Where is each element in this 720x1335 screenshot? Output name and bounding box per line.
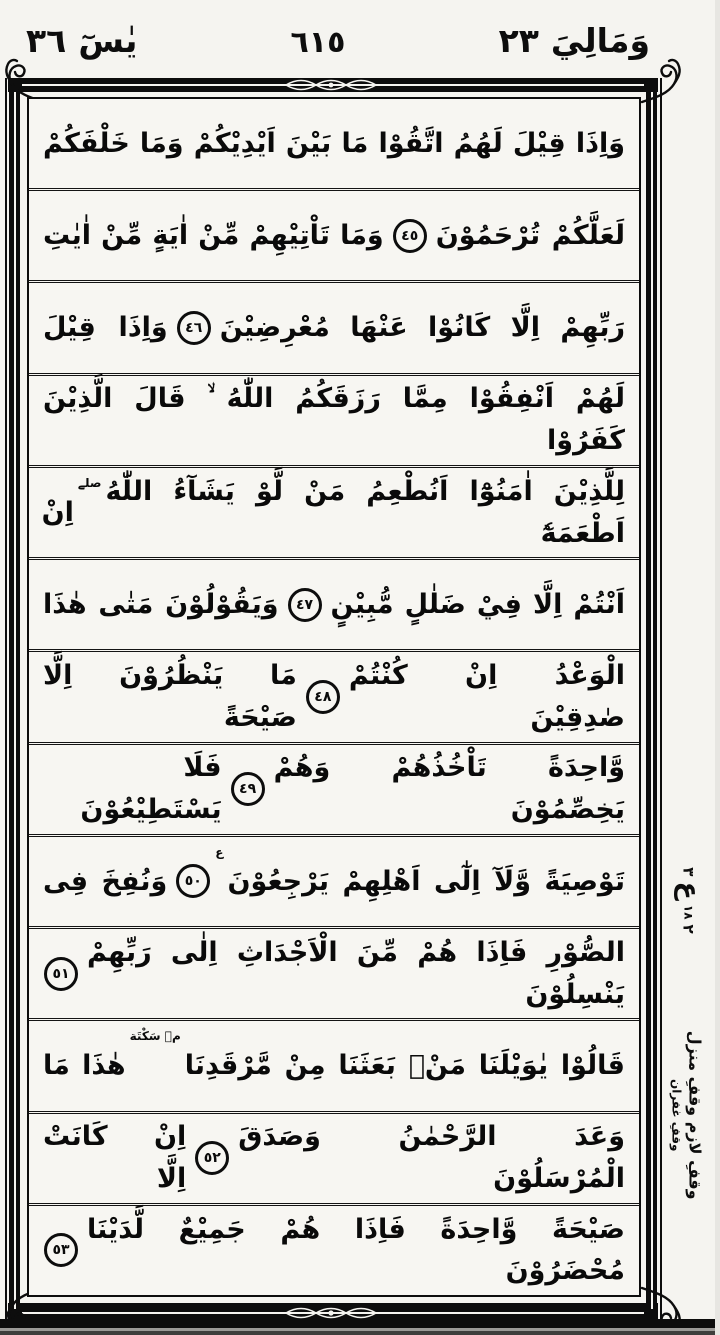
- ruku-marker-inner: [673, 866, 705, 934]
- verse-number-badge: ٥٢: [195, 1141, 229, 1175]
- ayah-text: اِنْ: [41, 496, 74, 528]
- ruku-juz-number: ٢: [680, 924, 699, 934]
- page-bottom-edge-black: [0, 1319, 720, 1328]
- quran-line: [29, 837, 639, 929]
- juz-number-label: ٢٣: [498, 20, 539, 60]
- quran-line: [29, 652, 639, 744]
- ayah-text: هٰذَا مَا: [43, 1050, 126, 1082]
- ayah-text: اِنْ كَانَتْ اِلَّا: [43, 1121, 187, 1195]
- page-right-edge: [715, 0, 720, 1335]
- quran-line: [29, 283, 639, 375]
- ruku-surah-count: ٣: [680, 866, 699, 876]
- verse-number-badge: ٤٧: [288, 588, 322, 622]
- quran-line: [29, 468, 639, 560]
- ayah-text: وَنُفِخَ فِى: [43, 865, 168, 897]
- bottom-bar-center-ornament: [278, 1306, 388, 1320]
- ayah-text: لِلَّذِيْنَ اٰمَنُوْٓا اَنُطْعِمُ مَنْ لَّوْ يَشَآءُ اللّٰهُ اَطْعَمَهٗٓ: [105, 475, 625, 549]
- quran-line: [29, 191, 639, 283]
- ayah-text: رَبِّهِمْ اِلَّا كَانُوْا عَنْهَا مُعْرِضِيْنَ: [219, 312, 625, 344]
- ayah-text: وَاِذَا قِيْلَ: [43, 312, 168, 344]
- quran-line: [29, 99, 639, 191]
- frame-left-stripe: [14, 92, 16, 1309]
- ayah-text: لَعَلَّكُمْ تُرْحَمُوْنَ: [435, 219, 625, 251]
- quran-line: [29, 376, 639, 468]
- verse-number-badge: ٥٠: [176, 864, 210, 898]
- corner-ornament-top-right: [640, 58, 684, 104]
- juz-title: [499, 18, 650, 64]
- quran-line: [29, 1114, 639, 1206]
- quran-line: [29, 560, 639, 652]
- waqf-mark: مۘ سَكْتَة: [129, 1029, 181, 1044]
- ayah-text: قَالُوْا يٰوَيْلَنَا مَنْۢ بَعَثَنَا مِنْ مَّرْقَدِنَا: [184, 1050, 625, 1082]
- verse-number-badge: ٤٦: [177, 311, 211, 345]
- ayah-text: الصُّوْرِ فَاِذَا هُمْ مِّنَ الْاَجْدَاثِ اِلٰى رَبِّهِمْ يَنْسِلُوْنَ: [87, 936, 625, 1010]
- waqf-margin-note-inner: [668, 1031, 704, 1200]
- page-bottom-edge-dark: [0, 1331, 720, 1335]
- ayah-text: وَمَا تَاْتِيْهِمْ مِّنْ اٰيَةٍ مِّنْ اٰيٰتِ: [43, 219, 384, 251]
- ayah-text: الْوَعْدُ اِنْ كُنْتُمْ صٰدِقِيْنَ: [348, 660, 625, 734]
- ayah-text: وَيَقُوْلُوْنَ مَتٰى هٰذَا: [43, 588, 279, 620]
- juz-name-label: وَمَالِيَ: [550, 20, 650, 60]
- ayah-text: مَا يَنْظُرُوْنَ اِلَّا صَيْحَةً: [43, 660, 297, 734]
- quran-text-frame: [27, 97, 641, 1297]
- ayah-text: اَنْتُمْ اِلَّا فِيْ ضَلٰلٍ مُّبِيْنٍ: [330, 588, 625, 620]
- verse-number-badge: ٤٨: [306, 680, 340, 714]
- waqf-note-line2: وقفِ غفران: [669, 1078, 684, 1152]
- ruku-ain-symbol: ع: [673, 880, 705, 900]
- frame-outer-line-left: [5, 78, 7, 1327]
- verse-number-badge: ٤٩: [231, 772, 265, 806]
- frame-top-bar: [8, 78, 658, 92]
- page-number: [291, 22, 346, 64]
- frame-left-bar: [9, 78, 20, 1323]
- ruku-mid-number: ١٨: [682, 904, 697, 920]
- ayah-text: صَيْحَةً وَّاحِدَةً فَاِذَا هُمْ جَمِيْعٌ لَّدَيْنَا مُحْضَرُوْنَ: [87, 1213, 625, 1287]
- verse-number-badge: ٥١: [44, 957, 78, 991]
- ruku-marker: [660, 840, 718, 960]
- waqf-note-line1: وقفِ لازم وقفِ منزل: [685, 1030, 705, 1200]
- quran-line: [29, 929, 639, 1021]
- top-bar-center-ornament: [278, 79, 388, 91]
- waqf-mark: صلے: [77, 475, 102, 490]
- ayah-text: وَعَدَ الرَّحْمٰنُ وَصَدَقَ الْمُرْسَلُوْنَ: [238, 1121, 625, 1195]
- verse-number-badge: ٥٣: [44, 1233, 78, 1267]
- ayah-text: وَّاحِدَةً تَاْخُذُهُمْ وَهُمْ يَخِصِّمُوْنَ: [273, 752, 625, 826]
- ayah-text: لَهُمْ اَنْفِقُوْا مِمَّا رَزَقَكُمُ اللّٰهُ ۙ قَالَ الَّذِيْنَ كَفَرُوْا: [43, 383, 625, 457]
- ayah-text: تَوْصِيَةً وَّلَآ اِلٰٓى اَهْلِهِمْ يَرْجِعُوْنَ: [227, 865, 625, 897]
- ayah-text: فَلَا يَسْتَطِيْعُوْنَ: [80, 752, 222, 826]
- surah-number-label: ٣٦: [26, 20, 67, 60]
- quran-line: [29, 745, 639, 837]
- quran-line: [29, 1206, 639, 1295]
- page-number-label: ٦١٥: [290, 25, 346, 60]
- ayah-text: وَاِذَا قِيْلَ لَهُمُ اتَّقُوْا مَا بَيْنَ اَيْدِيْكُمْ وَمَا خَلْفَكُمْ: [43, 127, 625, 159]
- waqf-mark: ع: [215, 844, 224, 859]
- verse-number-badge: ٤٥: [393, 219, 427, 253]
- quran-line: [29, 1021, 639, 1113]
- surah-name-label: يٰسٓ: [78, 20, 138, 60]
- page-header: [0, 0, 720, 70]
- waqf-margin-note: [652, 1015, 720, 1215]
